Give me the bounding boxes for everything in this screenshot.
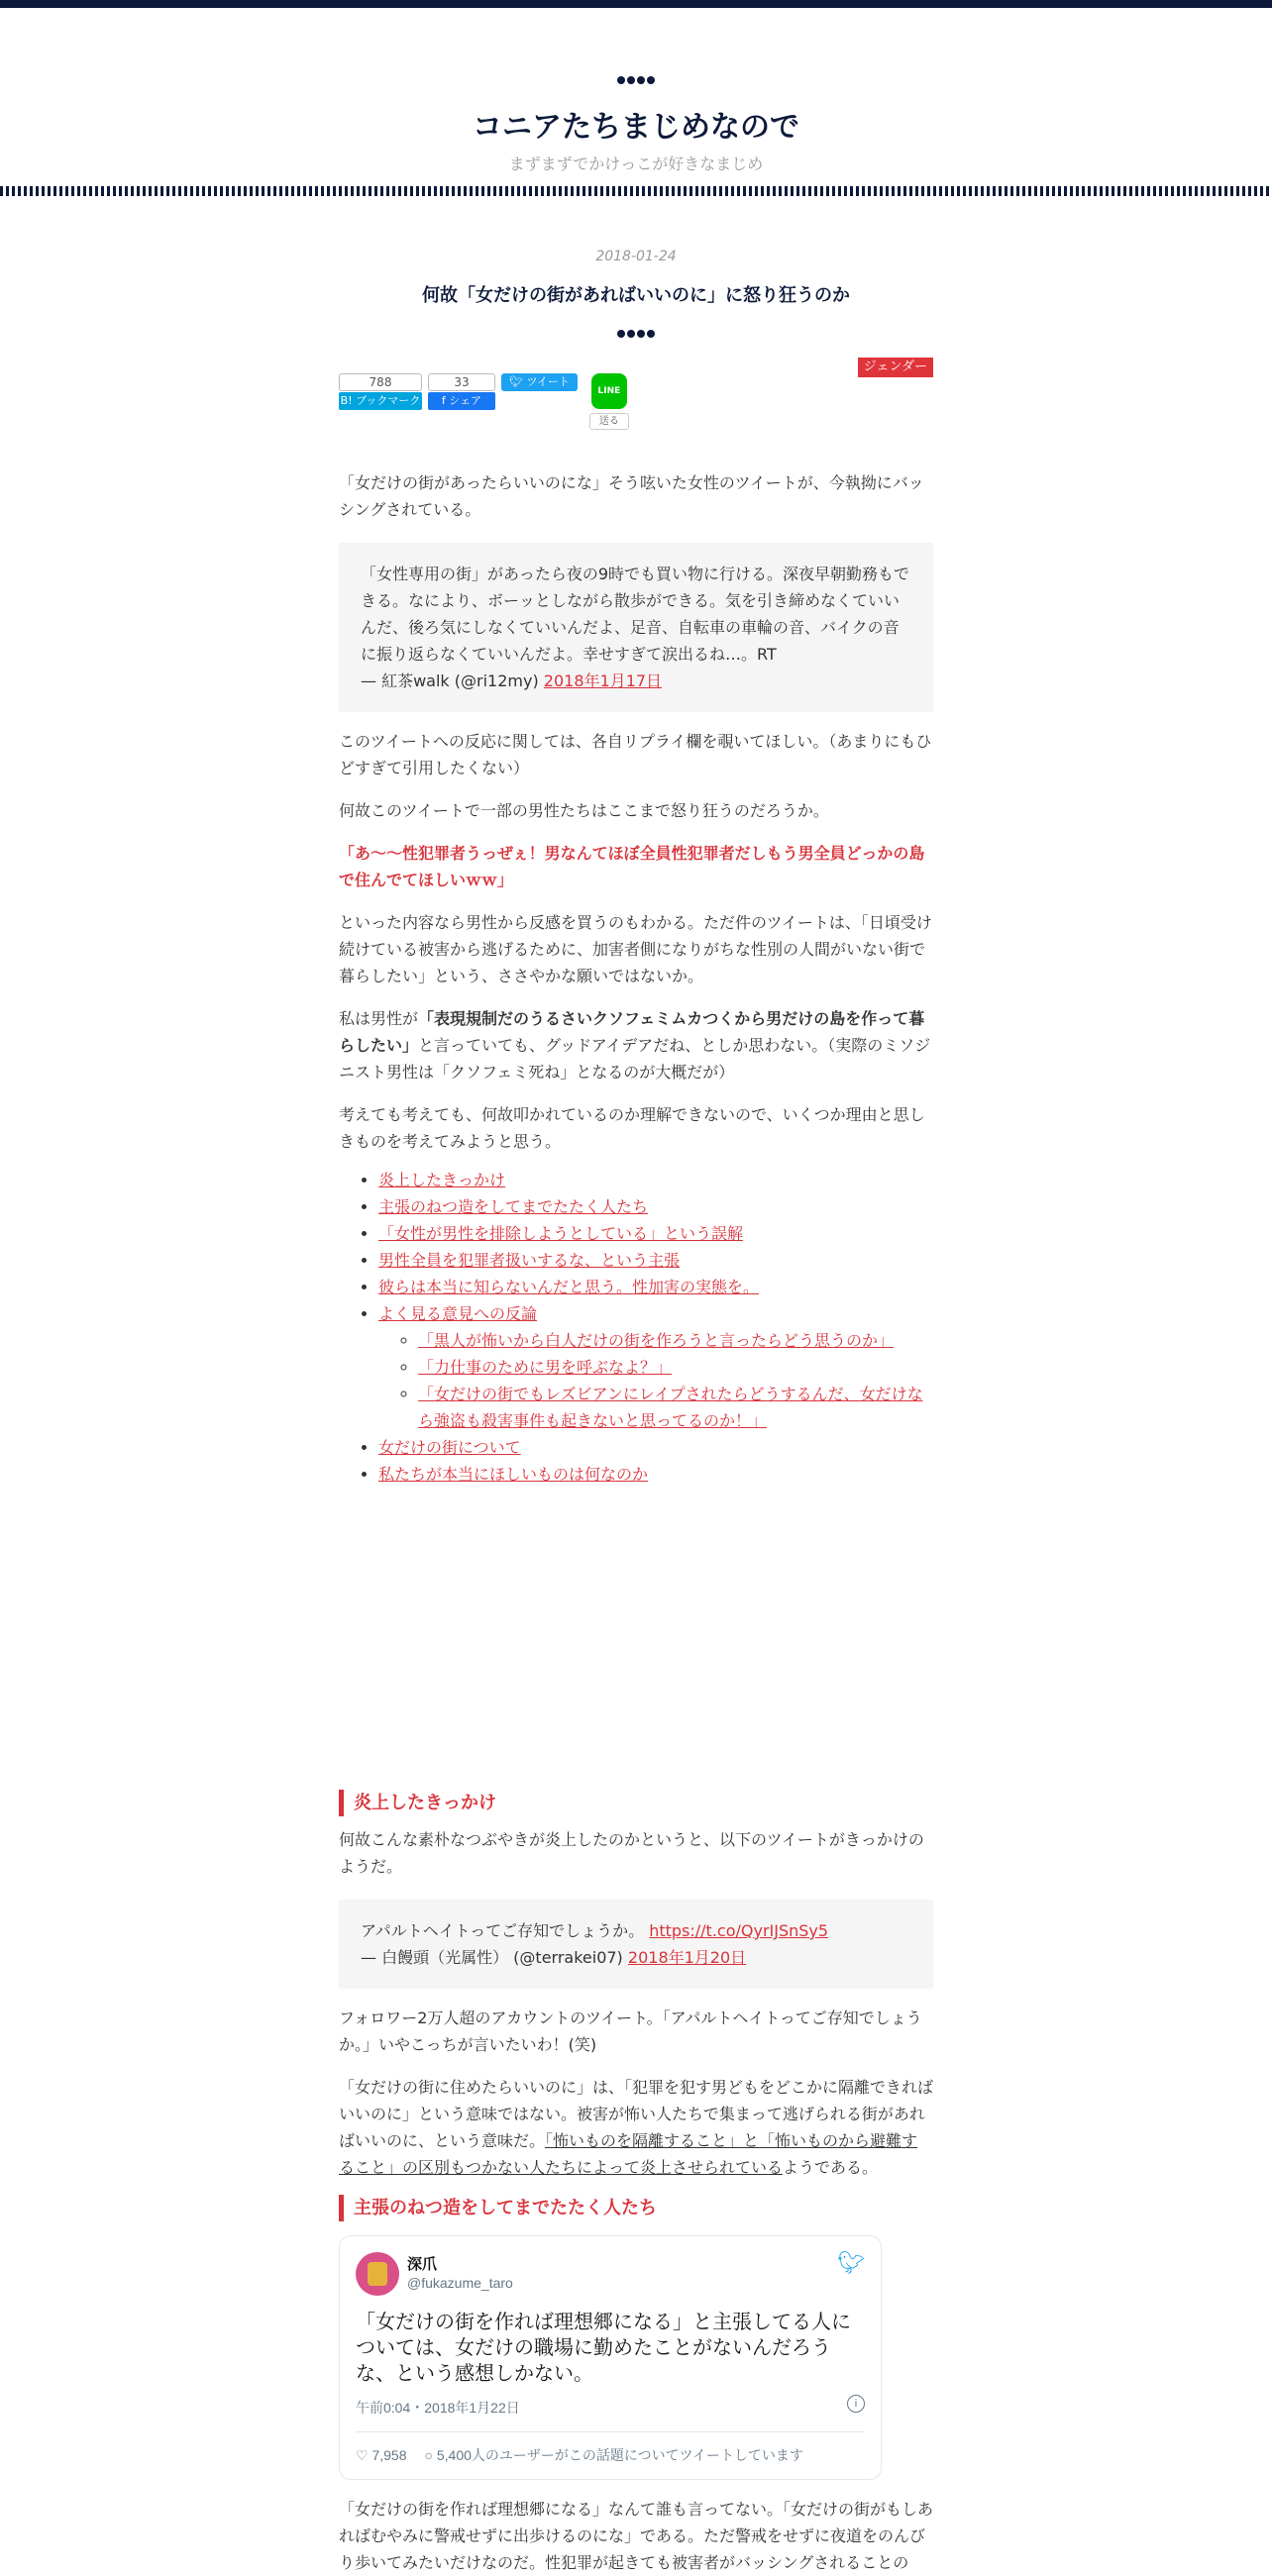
tweet-share[interactable]: [501, 373, 578, 435]
quote-1-date-link[interactable]: 2018年1月17日: [543, 671, 663, 690]
toc-link[interactable]: 彼らは本当に知らないんだと思う。性加害の実態を。: [378, 1278, 760, 1296]
toc-link[interactable]: よく見る意見への反論: [378, 1304, 538, 1323]
quote-2-date-link[interactable]: 2018年1月20日: [627, 1948, 747, 1967]
entry-title[interactable]: 何故「女だけの街があればいいのに」に怒り狂うのか: [422, 285, 850, 306]
article: [339, 244, 933, 2576]
toc-link[interactable]: 主張のねつ造をしてまでたたく人たち: [378, 1197, 649, 1216]
facebook-share-button[interactable]: f シェア: [428, 392, 495, 410]
line-icon[interactable]: LINE: [591, 373, 627, 409]
site-description: まずまずでかけっこが好きなまじめ: [508, 155, 764, 173]
toc-link[interactable]: 「女性が男性を排除しようとしている」という誤解: [378, 1224, 744, 1243]
avatar[interactable]: [356, 2252, 399, 2296]
title-dots-ornament: [339, 319, 933, 346]
twitter-bird-icon[interactable]: 🐦︎: [837, 2250, 865, 2275]
content-paragraph: といった内容なら男性から反感を買うのもわかる。ただ件のツイートは、「日頃受け続けている被害から逃げるために、加害者側になりがちな性別の人間がいない街で暮らしたい」という、ささやかな願いではないか。: [339, 913, 932, 985]
last-paragraph: 「女だけの街を作れば理想郷になる」なんて誰も言ってない。「女だけの街がもしあればむやみに警戒せずに出歩けるのにな」である。ただ警戒をせずに夜道をのんびり歩いてみたいだけなのだ。性犯罪が起きても被害者がバッシングされることの: [339, 2500, 934, 2572]
tweet-author-name[interactable]: 深爪: [407, 2256, 438, 2273]
toc-sub-link[interactable]: 「力仕事のために男を呼ぶなよ？」: [418, 1358, 673, 1377]
info-icon[interactable]: i: [847, 2395, 865, 2413]
fire-paragraph: 何故こんな素朴なつぶやきが炎上したのかというと、以下のツイートがきっかけのようだ。: [339, 1830, 924, 1876]
think-paragraph: 考えても考えても、何故叩かれているのか理解できないので、いくつか理由と思しきものを考えてみようと思う。: [339, 1105, 925, 1151]
bold-quote: 「表現規制だのうるさいクソフェミムカつくから男だけの島を作って暮らしたい」: [339, 1009, 925, 1055]
talk-stat[interactable]: ○ 5,400人のユーザーがこの話題についてツイートしています: [424, 2447, 803, 2463]
header-dots-ornament: [617, 76, 655, 84]
heart-icon: ♡: [356, 2447, 369, 2463]
toc-link[interactable]: 炎上したきっかけ: [378, 1171, 506, 1189]
speech-bubble-icon: ○: [424, 2447, 433, 2463]
embedded-quote-2: [339, 1900, 933, 1989]
tweet-text: 「女だけの街を作れば理想郷になる」と主張してる人については、女だけの職場に勤めたことがないんだろうな、という感想しかない。: [356, 2312, 851, 2385]
facebook-count: 33: [428, 373, 495, 391]
toc-sub-link[interactable]: 「黒人が怖いから白人だけの街を作ろうと言ったらどう思うのか」: [418, 1331, 895, 1350]
tweet-timestamp[interactable]: 午前0:04・2018年1月22日: [356, 2400, 520, 2416]
site-title[interactable]: コニアたちまじめなので: [473, 110, 799, 145]
toc-link[interactable]: 私たちが本当にほしいものは何なのか: [378, 1465, 649, 1484]
quote-2-text: アパルトヘイトってご存知でしょうか。: [361, 1921, 645, 1940]
ad-space: [339, 1488, 933, 1790]
hatena-bookmark-button[interactable]: B! ブックマーク: [339, 392, 422, 410]
me-paragraph: 私は男性が「表現規制だのうるさいクソフェミムカつくから男だけの島を作って暮らしたい」と言っていても、グッドアイデアだね、としか思わない。（実際のミソジニスト男性は「クソフェミ死ね」となるのが大概だが）: [339, 1009, 931, 1082]
header-stripe-divider: [0, 186, 1272, 196]
emphasized-red-quote: 「あ～～性犯罪者うっぜぇ！男なんてほぼ全員性犯罪者だしもう男全員どっかの島で住んでてほしいｗｗ」: [339, 844, 925, 889]
hatena-bookmark-share[interactable]: [339, 373, 422, 435]
like-stat[interactable]: ♡ 7,958: [356, 2447, 407, 2463]
entry-date[interactable]: 2018-01-24: [595, 249, 677, 264]
follower-paragraph: フォロワー2万人超のアカウントのツイート。「アパルトヘイトってご存知でしょうか。」いやこっちが言いたいわ！(笑): [339, 2009, 922, 2054]
meaning-paragraph: 「女だけの街に住めたらいいのに」は、「犯罪を犯す男どもをどこかに隔離できればいいのに」という意味ではない。被害が怖い人たちで集まって逃げられる街があればいいのに、という意味だ。「怖いものを隔離すること」と「怖いものから避難すること」の区別もつかない人たちによって炎上させられているようである。: [339, 2078, 934, 2177]
embedded-quote-1: [339, 543, 933, 712]
underlined-text: 「怖いものを隔離すること」と「怖いものから避難すること」の区別もつかない人たちによって炎上させられている: [339, 2131, 918, 2177]
toc-link[interactable]: 男性全員を犯罪者扱いするな、という主張: [378, 1251, 681, 1270]
toc-link[interactable]: 女だけの街について: [378, 1438, 521, 1457]
tweet-button[interactable]: [501, 373, 578, 391]
quote-1-text: 「女性専用の街」があったら夜の9時でも買い物に行ける。深夜早朝勤務もできる。なにより、ボーッとしながら散歩ができる。気を引き締めなくていいんだ、後ろ気にしなくていいんだよ、足音、自転車の車輪の音、バイクの音に振り返らなくていいんだよ。幸せすぎて涙出るね…。RT: [361, 565, 910, 664]
facebook-share[interactable]: [428, 373, 495, 435]
toc-sub-link[interactable]: 「女だけの街でもレズビアンにレイプされたらどうするんだ、女だけなら強盗も殺害事件も起きないと思ってるのか！」: [418, 1385, 923, 1430]
line-share[interactable]: [589, 373, 629, 435]
table-of-contents: [339, 1167, 933, 1488]
quote-1-author: — 紅茶walk (@ri12my): [361, 671, 539, 690]
embedded-tweet[interactable]: [339, 2235, 882, 2480]
section-heading-fire: 炎上したきっかけ: [339, 1790, 933, 1816]
intro-paragraph: 「女だけの街があったらいいのにな」そう呟いた女性のツイートが、今執拗にバッシングされている。: [339, 473, 924, 519]
line-send-button[interactable]: 送る: [589, 413, 629, 430]
quote-2-author: — 白饅頭（光属性） (@terrakei07): [361, 1948, 623, 1967]
top-bar: [0, 0, 1272, 8]
reaction-paragraph: このツイートへの反応に関しては、各自リプライ欄を覗いてほしい。（あまりにもひどすぎて引用したくない）: [339, 732, 932, 777]
section-heading-fabricate: 主張のねつ造をしてまでたたく人たち: [339, 2195, 933, 2221]
share-buttons: [339, 373, 933, 435]
why-paragraph: 何故このツイートで一部の男性たちはここまで怒り狂うのだろうか。: [339, 801, 829, 820]
category-tag[interactable]: ジェンダー: [858, 358, 933, 377]
quote-2-link[interactable]: https://t.co/QyrIJSnSy5: [649, 1921, 829, 1940]
twitter-bird-icon: 🐦︎: [509, 375, 523, 388]
hatena-count: 788: [339, 373, 422, 391]
category-row: [339, 352, 933, 374]
tweet-button-label: ツイート: [526, 375, 570, 388]
site-header: [0, 8, 1272, 188]
tweet-author-handle[interactable]: @fukazume_taro: [407, 2275, 513, 2291]
